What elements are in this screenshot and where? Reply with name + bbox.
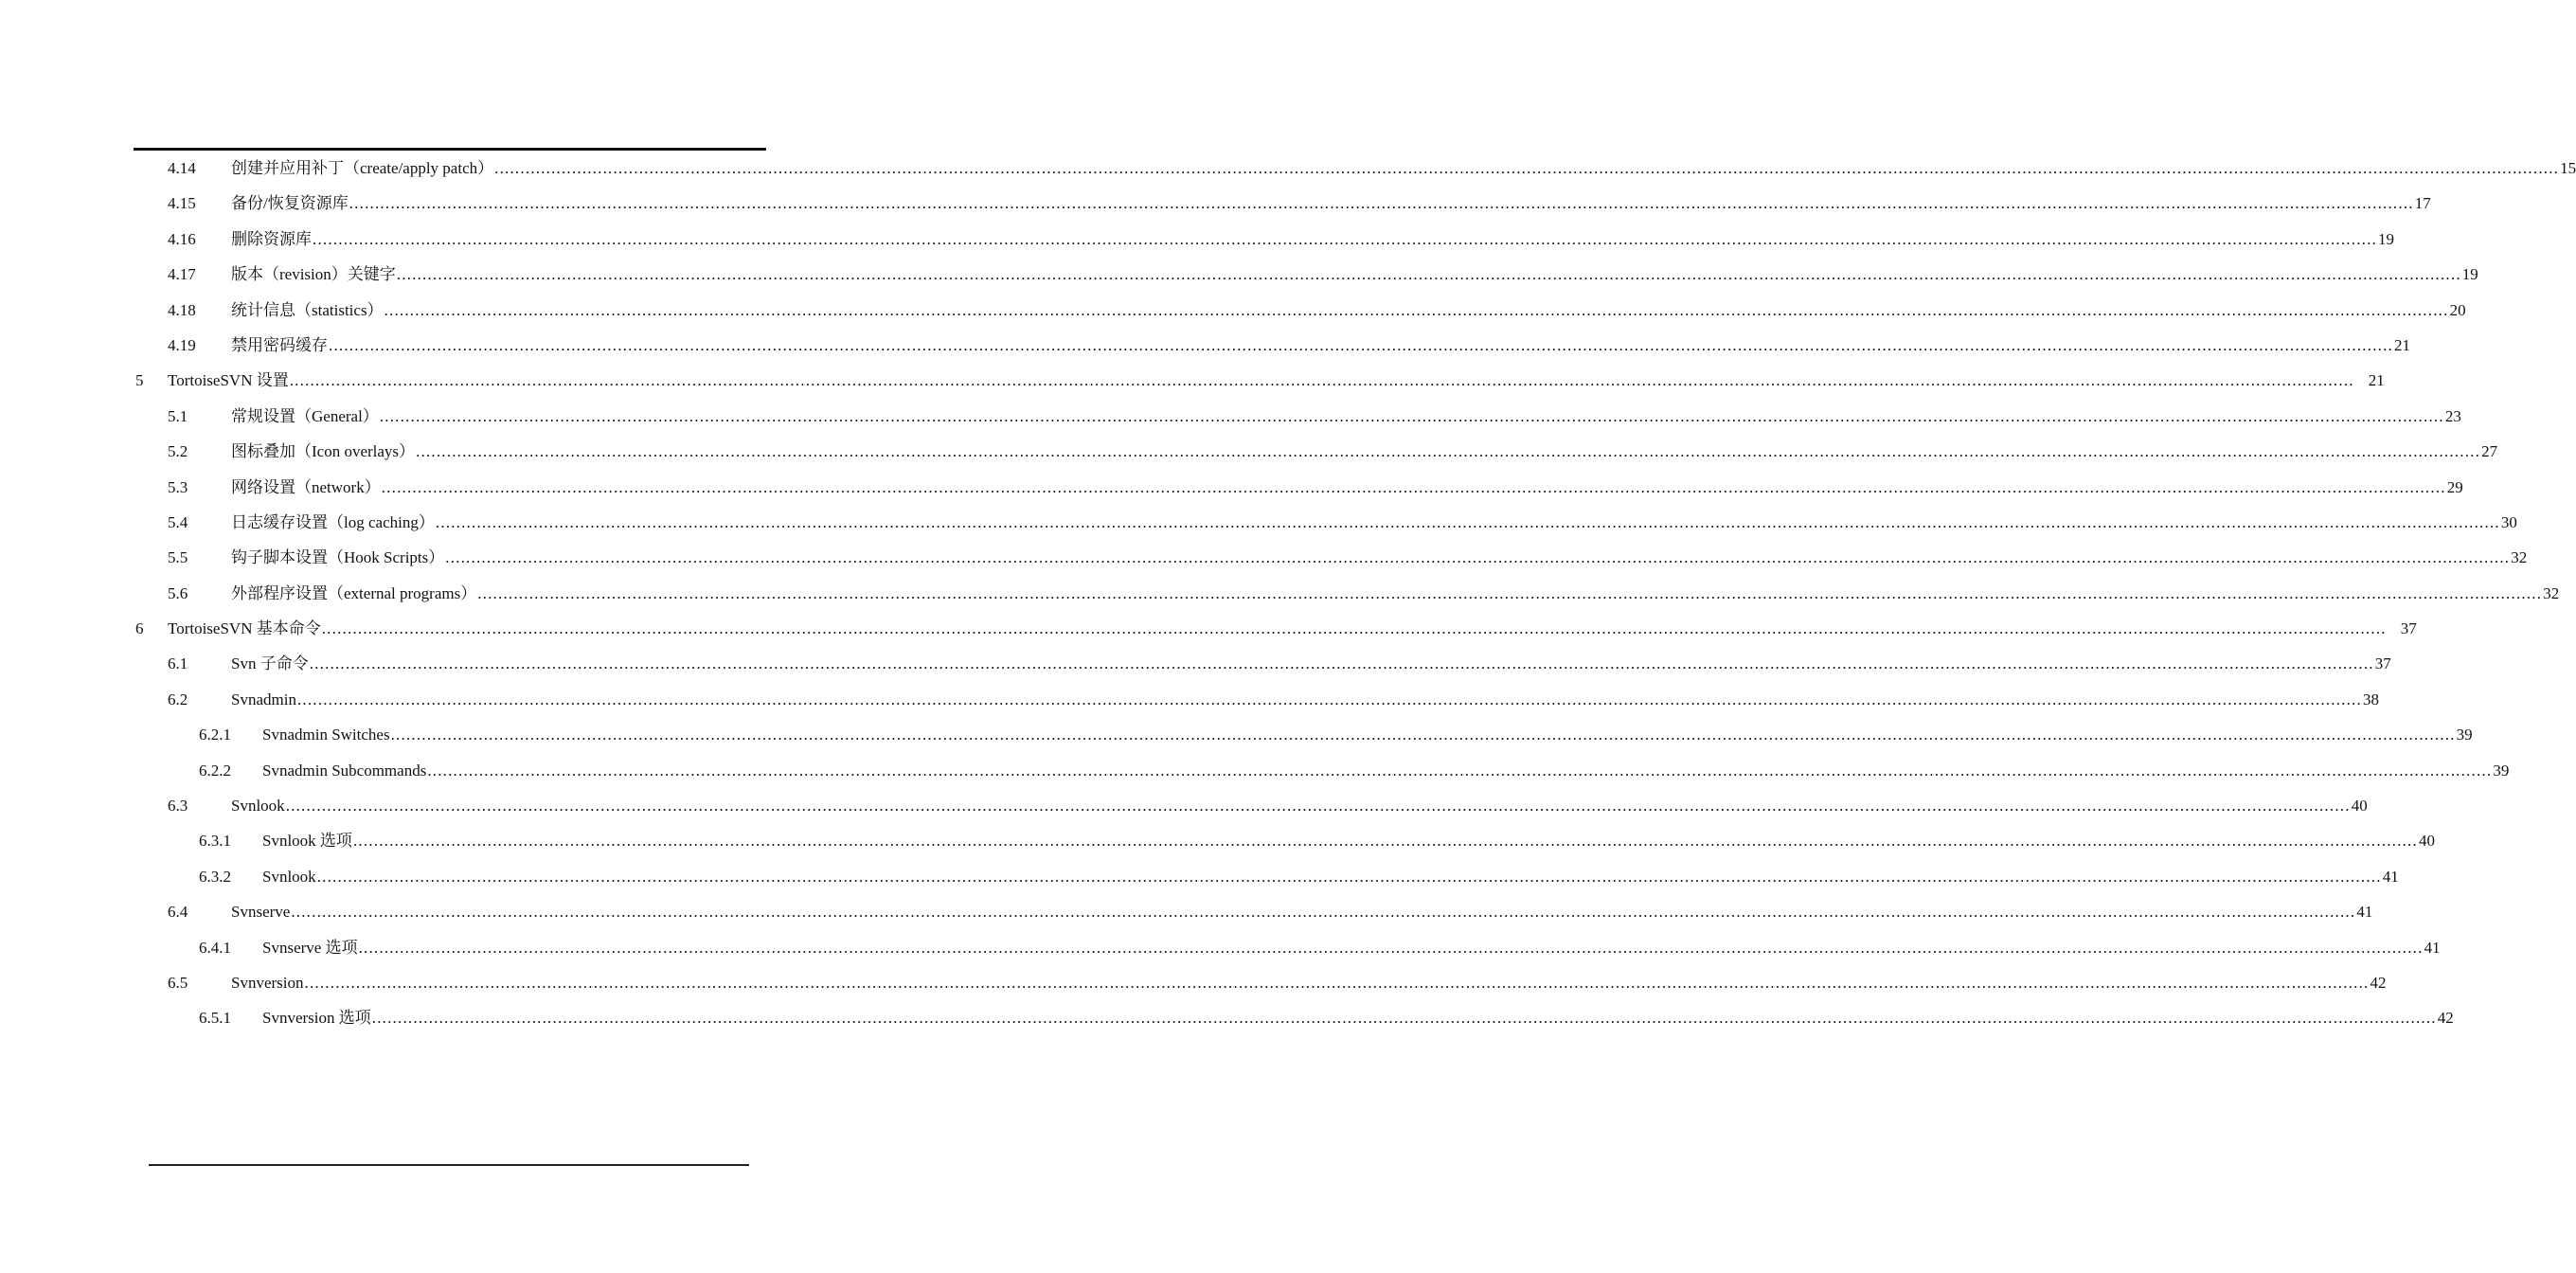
toc-entry[interactable] — [0, 717, 2473, 752]
toc-entry[interactable] — [0, 363, 2385, 398]
toc-entry-line — [231, 151, 2576, 186]
toc-entry-title[interactable]: 统计信息（statistics） — [231, 300, 384, 319]
toc-entry-number: 6.2.2 — [199, 761, 231, 780]
dot-leader: ................................................................................................................................................................................................................................................................................................................................................................................................................ — [494, 159, 2560, 177]
toc-entry[interactable] — [0, 930, 2441, 965]
toc-entry-number: 6.2 — [168, 690, 188, 708]
toc-entry-title[interactable]: TortoiseSVN 设置 — [168, 371, 289, 390]
dot-leader: ................................................................................................................................................................................................................................................................................................................................................................................................................ — [416, 442, 2481, 461]
dot-leader: ................................................................................................................................................................................................................................................................................................................................................................................................................ — [396, 265, 2461, 284]
toc-entry-number: 6.4 — [168, 903, 188, 922]
toc-entry-number: 6 — [135, 619, 144, 638]
toc-entry-page[interactable]: 40 — [2351, 797, 2368, 816]
toc-entry-number: 6.3.2 — [199, 867, 231, 886]
toc-entry-title[interactable]: Svnserve — [231, 903, 291, 922]
toc-entry-number: 5.5 — [168, 548, 188, 567]
toc-entry[interactable] — [0, 682, 2379, 717]
toc-entry-title[interactable]: Svn 子命令 — [231, 654, 309, 673]
toc-entry-page[interactable]: 39 — [2493, 761, 2510, 780]
toc-entry[interactable] — [0, 1000, 2454, 1035]
toc-entry-number: 4.15 — [168, 194, 196, 213]
toc-entry-number: 6.5 — [168, 973, 188, 992]
toc-entry-line — [231, 505, 2517, 540]
toc-entry-number: 5.4 — [168, 512, 188, 531]
toc-entry-line — [262, 823, 2435, 858]
dot-leader: ................................................................................................................................................................................................................................................................................................................................................................................................................ — [384, 300, 2449, 319]
toc-entry[interactable] — [0, 965, 2387, 1000]
toc-entry-line — [231, 576, 2560, 611]
toc-entry-line — [231, 434, 2498, 469]
toc-entry-number: 5.1 — [168, 406, 188, 425]
toc-entry-page[interactable]: 40 — [2418, 832, 2435, 851]
toc-entry[interactable] — [0, 505, 2517, 540]
toc-entry-number: 6.4.1 — [199, 938, 231, 957]
dot-leader: ................................................................................................................................................................................................................................................................................................................................................................................................................ — [379, 406, 2444, 425]
toc-entry-page[interactable]: 37 — [2400, 619, 2417, 638]
toc-entry-line — [231, 540, 2528, 575]
toc-entry-number: 5 — [135, 371, 144, 390]
toc-entry-line — [262, 753, 2510, 788]
dot-leader: ................................................................................................................................................................................................................................................................................................................................................................................................................ — [285, 797, 2351, 816]
dot-leader: ................................................................................................................................................................................................................................................................................................................................................................................................................ — [349, 194, 2414, 213]
toc-entry-page[interactable]: 21 — [2368, 371, 2385, 390]
footer-rule — [149, 1164, 749, 1166]
toc-entry-title[interactable]: 钩子脚本设置（Hook Scripts） — [231, 548, 445, 567]
toc-entry-page[interactable]: 21 — [2394, 335, 2410, 354]
toc-entry-title[interactable]: Svnadmin Switches — [262, 726, 390, 744]
toc-entry-page[interactable]: 37 — [2374, 654, 2391, 673]
dot-leader: ................................................................................................................................................................................................................................................................................................................................................................................................................ — [313, 229, 2377, 248]
toc-entry-title[interactable]: 外部程序设置（external programs） — [231, 583, 477, 602]
toc-entry-page[interactable]: 32 — [2511, 548, 2528, 567]
toc-entry-title[interactable]: 备份/恢复资源库 — [231, 194, 349, 213]
dot-leader: ................................................................................................................................................................................................................................................................................................................................................................................................................ — [291, 903, 2356, 922]
toc-entry-title[interactable]: Svnadmin Subcommands — [262, 761, 427, 780]
toc-entry-line — [231, 646, 2391, 681]
dot-leader: ................................................................................................................................................................................................................................................................................................................................................................................................................ — [427, 761, 2493, 780]
toc-entry[interactable] — [0, 576, 2560, 611]
toc-entry[interactable] — [0, 611, 2417, 646]
toc-entry-page[interactable]: 29 — [2446, 477, 2463, 496]
toc-entry-page[interactable]: 23 — [2444, 406, 2461, 425]
dot-leader: ................................................................................................................................................................................................................................................................................................................................................................................................................ — [371, 1009, 2437, 1028]
toc-entry-page[interactable]: 41 — [2382, 867, 2399, 886]
toc-entry-title[interactable]: 图标叠加（Icon overlays） — [231, 442, 416, 461]
toc-entry-page[interactable]: 15 — [2560, 159, 2576, 177]
toc-entry[interactable] — [0, 257, 2478, 292]
dot-leader: ................................................................................................................................................................................................................................................................................................................................................................................................................ — [316, 867, 2382, 886]
toc-entry-title[interactable]: 常规设置（General） — [231, 406, 379, 425]
toc-entry-title[interactable]: Svnlook — [262, 867, 316, 886]
toc-entry-title[interactable]: Svnadmin — [231, 690, 296, 708]
toc-entry-page[interactable]: 32 — [2543, 583, 2560, 602]
toc-entry[interactable] — [0, 859, 2399, 894]
toc-entry-page[interactable]: 42 — [2370, 973, 2387, 992]
dot-leader: ................................................................................................................................................................................................................................................................................................................................................................................................................ — [309, 654, 2374, 673]
toc-entry[interactable] — [0, 293, 2466, 328]
toc-entry[interactable] — [0, 823, 2435, 858]
toc-entry-title[interactable]: Svnserve 选项 — [262, 938, 358, 957]
toc-entry-page[interactable]: 42 — [2437, 1009, 2454, 1028]
dot-leader: ................................................................................................................................................................................................................................................................................................................................................................................................................ — [390, 726, 2456, 744]
toc-entry-line — [231, 399, 2461, 434]
toc-entry-page[interactable]: 30 — [2500, 512, 2517, 531]
toc-entry-title[interactable]: 禁用密码缓存 — [231, 335, 328, 354]
toc-entry-number: 5.2 — [168, 442, 188, 461]
dot-leader: ................................................................................................................................................................................................................................................................................................................................................................................................................ — [304, 973, 2370, 992]
dot-leader: ................................................................................................................................................................................................................................................................................................................................................................................................................ — [445, 548, 2511, 567]
toc-entry[interactable] — [0, 328, 2410, 363]
toc-entry-page[interactable]: 27 — [2481, 442, 2498, 461]
toc-entry-title[interactable]: Svnversion — [231, 973, 304, 992]
toc-entry-number: 6.2.1 — [199, 726, 231, 744]
toc-entry-number: 6.3 — [168, 797, 188, 816]
toc-entry-line — [262, 1000, 2454, 1035]
toc-entry-title[interactable]: Svnlook 选项 — [262, 832, 352, 851]
toc-entry-number: 4.16 — [168, 229, 196, 248]
toc-entry[interactable] — [0, 399, 2461, 434]
dot-leader: ................................................................................................................................................................................................................................................................................................................................................................................................................ — [358, 938, 2424, 957]
toc-entry-line — [231, 186, 2431, 221]
dot-leader: ................................................................................................................................................................................................................................................................................................................................................................................................................ — [435, 512, 2500, 531]
toc-entry-line — [231, 293, 2466, 328]
toc-entry-line — [168, 611, 2417, 646]
toc-entry-line — [262, 859, 2399, 894]
toc-entry-number: 4.19 — [168, 335, 196, 354]
table-of-contents — [0, 151, 2576, 1036]
toc-entry-title[interactable]: 日志缓存设置（log caching） — [231, 512, 435, 531]
toc-entry-number: 4.18 — [168, 300, 196, 319]
toc-entry-page[interactable]: 19 — [2378, 229, 2394, 248]
toc-entry-line — [231, 682, 2379, 717]
toc-entry-number: 6.3.1 — [199, 832, 231, 851]
toc-entry[interactable] — [0, 753, 2510, 788]
toc-entry-number: 6.1 — [168, 654, 188, 673]
toc-entry-title[interactable]: 版本（revision）关键字 — [231, 265, 396, 284]
toc-entry-title[interactable]: 创建并应用补丁（create/apply patch） — [231, 159, 494, 177]
toc-entry[interactable] — [0, 186, 2431, 221]
toc-entry-number: 6.5.1 — [199, 1009, 231, 1028]
dot-leader: ................................................................................................................................................................................................................................................................................................................................................................................................................ — [352, 832, 2418, 851]
toc-entry[interactable] — [0, 540, 2528, 575]
toc-entry-title[interactable]: 网络设置（network） — [231, 477, 381, 496]
toc-entry-title[interactable]: 删除资源库 — [231, 229, 312, 248]
toc-entry-number: 4.14 — [168, 159, 196, 177]
toc-entry-line — [168, 363, 2385, 398]
toc-entry-page[interactable]: 17 — [2414, 194, 2431, 213]
toc-entry-page[interactable]: 20 — [2449, 300, 2466, 319]
dot-leader: ................................................................................................................................................................................................................................................................................................................................................................................................................ — [321, 619, 2387, 638]
toc-entry-number: 5.6 — [168, 583, 188, 602]
toc-entry-page[interactable]: 19 — [2461, 265, 2478, 284]
toc-entry[interactable] — [0, 222, 2394, 257]
toc-entry[interactable] — [0, 151, 2576, 186]
toc-entry-line — [231, 470, 2463, 505]
toc-entry-page[interactable]: 41 — [2424, 938, 2441, 957]
toc-entry-title[interactable]: Svnlook — [231, 797, 285, 816]
toc-entry-page[interactable]: 41 — [2356, 903, 2373, 922]
toc-entry-page[interactable]: 39 — [2456, 726, 2473, 744]
dot-leader: ................................................................................................................................................................................................................................................................................................................................................................................................................ — [477, 583, 2543, 602]
toc-entry[interactable] — [0, 434, 2498, 469]
toc-entry[interactable] — [0, 646, 2391, 681]
toc-entry-line — [231, 328, 2410, 363]
dot-leader: ................................................................................................................................................................................................................................................................................................................................................................................................................ — [381, 477, 2446, 496]
toc-entry-number: 5.3 — [168, 477, 188, 496]
toc-entry-line — [262, 930, 2441, 965]
toc-entry-number: 4.17 — [168, 265, 196, 284]
dot-leader: ................................................................................................................................................................................................................................................................................................................................................................................................................ — [329, 335, 2393, 354]
toc-entry[interactable] — [0, 894, 2373, 929]
dot-leader: ................................................................................................................................................................................................................................................................................................................................................................................................................ — [289, 371, 2354, 390]
toc-entry-page[interactable]: 38 — [2362, 690, 2379, 708]
toc-entry-line — [231, 965, 2387, 1000]
toc-entry-line — [231, 788, 2368, 823]
dot-leader: ................................................................................................................................................................................................................................................................................................................................................................................................................ — [296, 690, 2362, 708]
toc-entry[interactable] — [0, 788, 2368, 823]
toc-entry-line — [231, 257, 2478, 292]
toc-entry-line — [231, 894, 2373, 929]
toc-entry-title[interactable]: TortoiseSVN 基本命令 — [168, 619, 321, 638]
toc-entry-line — [262, 717, 2473, 752]
toc-entry[interactable] — [0, 470, 2463, 505]
toc-entry-line — [231, 222, 2394, 257]
toc-entry-title[interactable]: Svnversion 选项 — [262, 1009, 371, 1028]
